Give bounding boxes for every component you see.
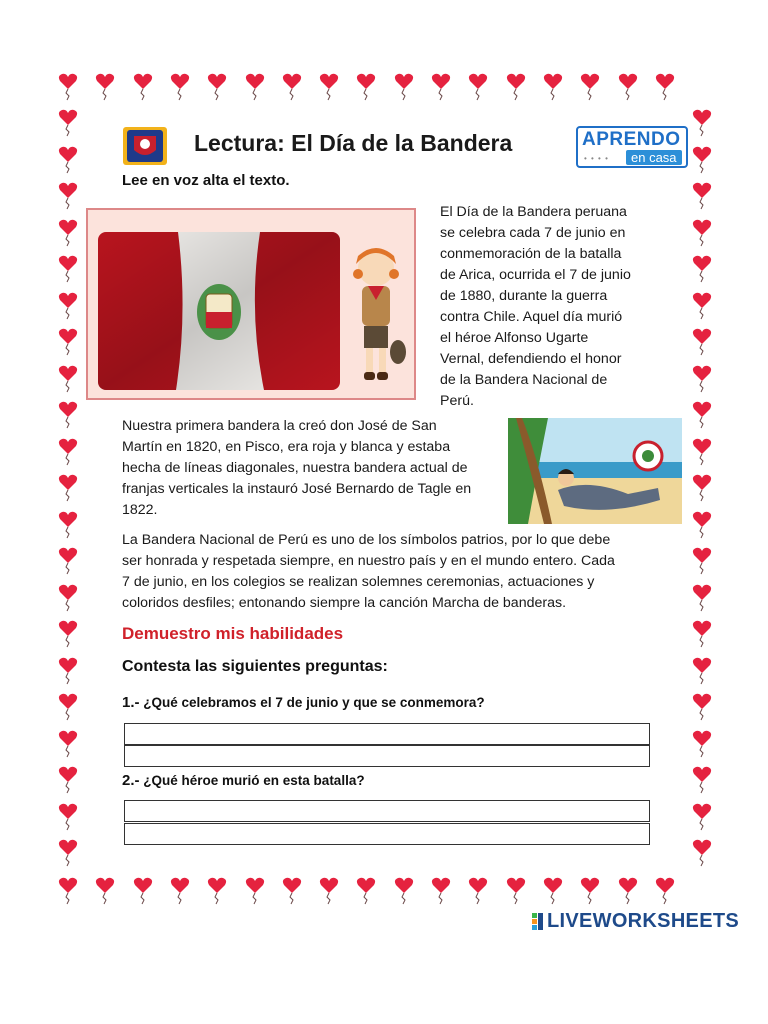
heart-balloon-icon bbox=[58, 619, 78, 649]
text-line: ser honrada y respetada siempre, en nuestro país y en el mundo entero. Cada bbox=[122, 553, 615, 569]
heart-balloon-icon bbox=[692, 327, 712, 357]
heart-balloon-icon bbox=[133, 72, 153, 102]
heart-balloon-icon bbox=[58, 510, 78, 540]
symbol-paragraph bbox=[122, 530, 682, 614]
heart-balloon-icon bbox=[692, 218, 712, 248]
header bbox=[122, 126, 692, 170]
heart-balloon-icon bbox=[58, 546, 78, 576]
heart-balloon-icon bbox=[95, 876, 115, 906]
heart-balloon-icon bbox=[95, 72, 115, 102]
heart-balloon-icon bbox=[319, 876, 339, 906]
heart-balloon-icon bbox=[58, 364, 78, 394]
heart-balloon-icon bbox=[692, 145, 712, 175]
heart-balloon-icon bbox=[356, 876, 376, 906]
scout-girl-image bbox=[346, 240, 406, 384]
text-line: el héroe Alfonso Ugarte bbox=[440, 330, 589, 346]
heart-balloon-icon bbox=[58, 145, 78, 175]
logo-main-text: APRENDO bbox=[582, 129, 681, 150]
heart-balloon-icon bbox=[58, 473, 78, 503]
heart-balloon-icon bbox=[692, 181, 712, 211]
question-number: 2.- bbox=[122, 772, 140, 789]
heart-balloon-icon bbox=[692, 400, 712, 430]
history-paragraph bbox=[122, 416, 502, 521]
heart-balloon-icon bbox=[58, 802, 78, 832]
text-line: de Arica, ocurrida el 7 de junio bbox=[440, 267, 631, 283]
heart-balloon-icon bbox=[655, 72, 675, 102]
text-line: coloridos desfiles; entonando siempre la canción Marcha de banderas. bbox=[122, 595, 567, 611]
heart-balloon-icon bbox=[618, 72, 638, 102]
heart-balloon-icon bbox=[58, 218, 78, 248]
heart-balloon-icon bbox=[170, 876, 190, 906]
heart-balloon-icon bbox=[58, 656, 78, 686]
heart-balloon-icon bbox=[58, 181, 78, 211]
heart-balloon-icon bbox=[133, 876, 153, 906]
heart-balloon-icon bbox=[245, 876, 265, 906]
heart-balloon-icon bbox=[58, 327, 78, 357]
heart-balloon-icon bbox=[580, 876, 600, 906]
answer-1-line-1[interactable] bbox=[124, 723, 650, 745]
heart-balloon-icon bbox=[58, 72, 78, 102]
text-line: se celebra cada 7 de junio en bbox=[440, 225, 626, 241]
heart-balloon-icon bbox=[506, 876, 526, 906]
peru-flag-image bbox=[98, 232, 340, 390]
heart-balloon-icon bbox=[692, 291, 712, 321]
text-line: La Bandera Nacional de Perú es uno de los símbolos patrios, por lo que debe bbox=[122, 532, 611, 548]
heart-balloon-icon bbox=[692, 802, 712, 832]
heart-balloon-icon bbox=[58, 437, 78, 467]
text-line: Martín en 1820, en Pisco, era roja y blanca y estaba bbox=[122, 439, 451, 455]
heart-balloon-icon bbox=[58, 583, 78, 613]
questions-intro: Contesta las siguientes preguntas: bbox=[122, 658, 388, 675]
liveworksheets-icon bbox=[532, 913, 544, 931]
heart-balloon-icon bbox=[356, 72, 376, 102]
heart-balloon-icon bbox=[618, 876, 638, 906]
text-line: Vernal, defendiendo el honor bbox=[440, 351, 622, 367]
heart-balloon-icon bbox=[506, 72, 526, 102]
heart-balloon-icon bbox=[58, 838, 78, 868]
text-line: Nuestra primera bandera la creó don José de San bbox=[122, 418, 437, 434]
aprendo-en-casa-logo bbox=[576, 126, 688, 168]
heart-balloon-icon bbox=[655, 876, 675, 906]
heart-balloon-icon bbox=[543, 876, 563, 906]
heart-balloon-icon bbox=[692, 838, 712, 868]
heart-balloon-icon bbox=[58, 729, 78, 759]
heart-balloon-icon bbox=[58, 765, 78, 795]
heart-balloon-icon bbox=[692, 729, 712, 759]
heart-balloon-icon bbox=[319, 72, 339, 102]
heart-balloon-icon bbox=[692, 546, 712, 576]
question-text: ¿Qué héroe murió en esta batalla? bbox=[139, 773, 365, 788]
heart-balloon-icon bbox=[692, 364, 712, 394]
text-line: El Día de la Bandera peruana bbox=[440, 204, 627, 220]
heart-balloon-icon bbox=[58, 876, 78, 906]
logo-sub-text: en casa bbox=[626, 150, 682, 165]
school-crest-icon bbox=[122, 126, 168, 166]
heart-balloon-icon bbox=[282, 876, 302, 906]
heart-balloon-icon bbox=[543, 72, 563, 102]
heart-balloon-icon bbox=[431, 72, 451, 102]
logo-dots-icon: • • • • bbox=[584, 154, 609, 163]
question-2 bbox=[122, 772, 365, 789]
heart-balloon-icon bbox=[58, 254, 78, 284]
heart-balloon-icon bbox=[692, 437, 712, 467]
text-line: franjas verticales la instauró José Bernardo de Tagle en bbox=[122, 481, 472, 497]
liveworksheets-logo[interactable] bbox=[532, 910, 739, 933]
heart-balloon-icon bbox=[394, 72, 414, 102]
heart-balloon-icon bbox=[692, 108, 712, 138]
text-line: conmemoración de la batalla bbox=[440, 246, 622, 262]
text-line: 1822. bbox=[122, 502, 158, 518]
brand-text: LIVEWORKSHEETS bbox=[547, 910, 739, 932]
intro-paragraph bbox=[440, 202, 680, 412]
heart-balloon-icon bbox=[692, 583, 712, 613]
question-1 bbox=[122, 694, 485, 711]
heart-balloon-icon bbox=[58, 400, 78, 430]
heart-balloon-icon bbox=[58, 291, 78, 321]
heart-balloon-icon bbox=[58, 692, 78, 722]
question-text: ¿Qué celebramos el 7 de junio y que se conmemora? bbox=[139, 695, 485, 710]
heart-balloon-icon bbox=[692, 765, 712, 795]
answer-2-line-2[interactable] bbox=[124, 823, 650, 845]
text-line: contra Chile. Aquel día murió bbox=[440, 309, 623, 325]
text-line: de la Bandera Nacional de bbox=[440, 372, 608, 388]
heart-balloon-icon bbox=[394, 876, 414, 906]
answer-2-line-1[interactable] bbox=[124, 800, 650, 822]
heart-balloon-icon bbox=[58, 108, 78, 138]
text-line: Perú. bbox=[440, 393, 474, 409]
answer-1-line-2[interactable] bbox=[124, 745, 650, 767]
text-line: 7 de junio, en los colegios se realizan solemnes ceremonias, actuaciones y bbox=[122, 574, 595, 590]
question-number: 1.- bbox=[122, 694, 140, 711]
section-title: Demuestro mis habilidades bbox=[122, 624, 344, 643]
heart-balloon-icon bbox=[431, 876, 451, 906]
heart-balloon-icon bbox=[692, 656, 712, 686]
heart-balloon-icon bbox=[692, 619, 712, 649]
heart-balloon-icon bbox=[692, 473, 712, 503]
page-title: Lectura: El Día de la Bandera bbox=[194, 130, 513, 156]
text-line: hecha de líneas diagonales, nuestra bandera actual de bbox=[122, 460, 468, 476]
heart-balloon-icon bbox=[282, 72, 302, 102]
heart-balloon-icon bbox=[692, 692, 712, 722]
heart-balloon-icon bbox=[245, 72, 265, 102]
instruction-text: Lee en voz alta el texto. bbox=[122, 172, 290, 189]
heart-balloon-icon bbox=[207, 876, 227, 906]
heart-balloon-icon bbox=[468, 72, 488, 102]
heart-balloon-icon bbox=[580, 72, 600, 102]
heart-balloon-icon bbox=[692, 254, 712, 284]
text-line: de 1880, durante la guerra bbox=[440, 288, 608, 304]
heart-balloon-icon bbox=[468, 876, 488, 906]
hero-beach-image bbox=[508, 418, 682, 524]
heart-balloon-icon bbox=[170, 72, 190, 102]
heart-balloon-icon bbox=[207, 72, 227, 102]
heart-balloon-icon bbox=[692, 510, 712, 540]
